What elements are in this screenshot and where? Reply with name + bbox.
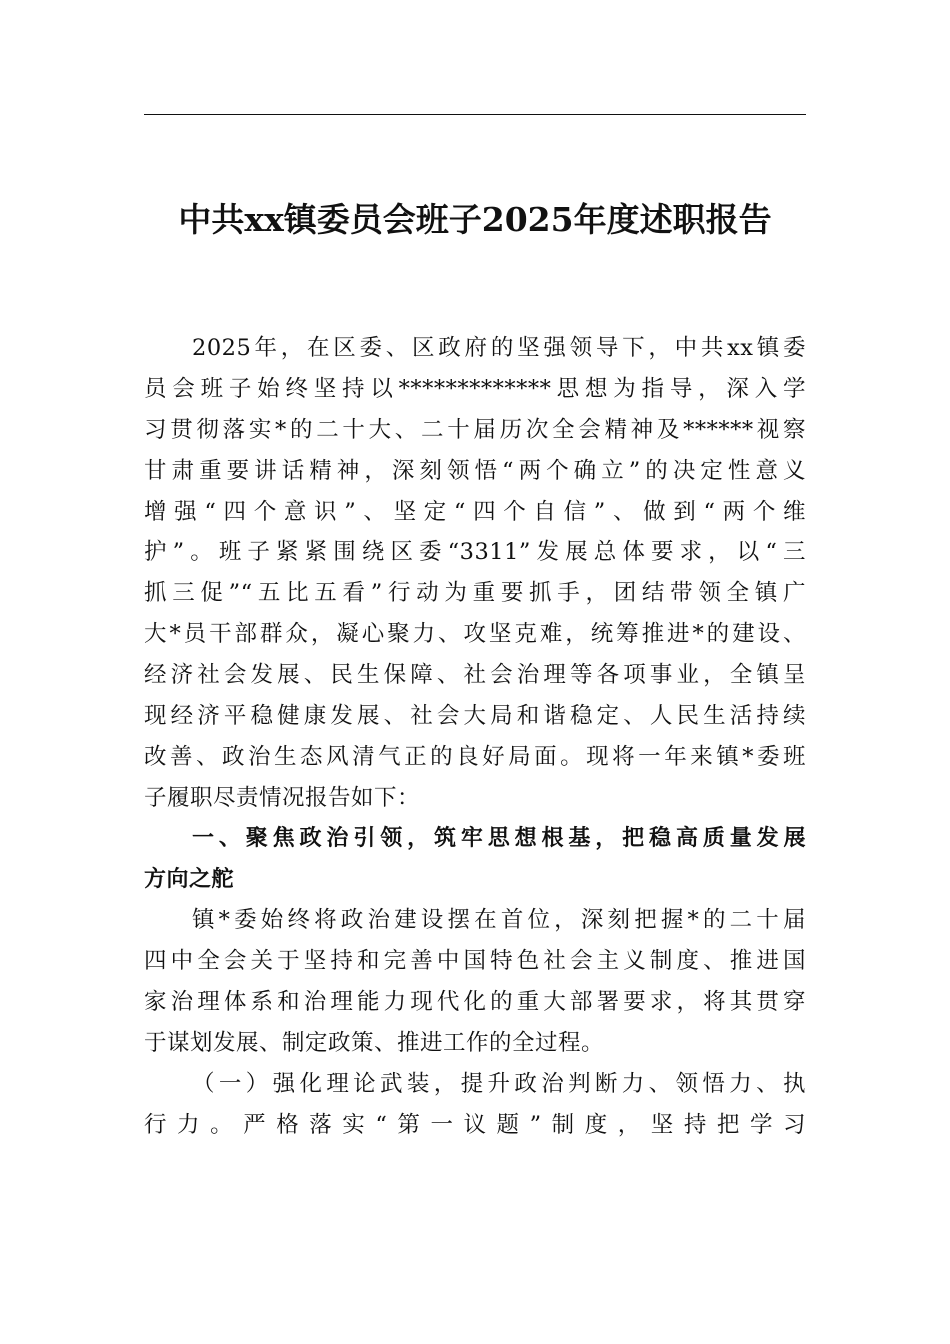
text-line: 员会班子始终坚持以*************思想为指导，深入学 bbox=[144, 375, 806, 402]
paragraph-intro bbox=[144, 328, 806, 819]
text-line: 抓三促”“五比五看”行动为重要抓手，团结带领全镇广 bbox=[144, 580, 806, 607]
text-line: 四中全会关于坚持和完善中国特色社会主义制度、推进国 bbox=[144, 948, 806, 975]
text-line: 镇*委始终将政治建设摆在首位，深刻把握*的二十届 bbox=[192, 907, 806, 934]
text-line: 改善、政治生态风清气正的良好局面。现将一年来镇*委班 bbox=[144, 743, 806, 770]
text-line: 增强“四个意识”、坚定“四个自信”、做到“两个维 bbox=[144, 498, 806, 525]
text-line: 护”。班子紧紧围绕区委“3311”发展总体要求，以“三 bbox=[144, 539, 806, 566]
heading-line: 方向之舵 bbox=[144, 866, 235, 892]
document-body bbox=[144, 328, 806, 1146]
text-line: 大*员干部群众，凝心聚力、攻坚克难，统筹推进*的建设、 bbox=[144, 621, 806, 648]
heading-line: 一、聚焦政治引领，筑牢思想根基，把稳高质量发展 bbox=[192, 825, 806, 851]
text-line: 于谋划发展、制定政策、推进工作的全过程。 bbox=[144, 1030, 605, 1057]
text-line: 经济社会发展、民生保障、社会治理等各项事业，全镇呈 bbox=[144, 662, 806, 689]
text-line: 行力。严格落实“第一议题”制度，坚持把学习 bbox=[144, 1111, 806, 1138]
paragraph-subsection-1 bbox=[144, 1064, 806, 1146]
document-title: 中共xx镇委员会班子2025年度述职报告 bbox=[178, 200, 772, 239]
text-line: 子履职尽责情况报告如下： bbox=[144, 784, 421, 811]
paragraph-section-1 bbox=[144, 900, 806, 1064]
text-line: 习贯彻落实*的二十大、二十届历次全会精神及******视察 bbox=[144, 416, 806, 443]
section-heading-1 bbox=[144, 819, 806, 901]
text-line: 现经济平稳健康发展、社会大局和谐稳定、人民生活持续 bbox=[144, 703, 806, 730]
text-line: 2025年，在区委、区政府的坚强领导下，中共xx镇委 bbox=[192, 335, 806, 361]
text-line: （一）强化理论武装，提升政治判断力、领悟力、执 bbox=[192, 1071, 806, 1098]
text-line: 甘肃重要讲话精神，深刻领悟“两个确立”的决定性意义 bbox=[144, 457, 806, 484]
header-rule bbox=[144, 114, 806, 115]
text-line: 家治理体系和治理能力现代化的重大部署要求，将其贯穿 bbox=[144, 989, 806, 1016]
